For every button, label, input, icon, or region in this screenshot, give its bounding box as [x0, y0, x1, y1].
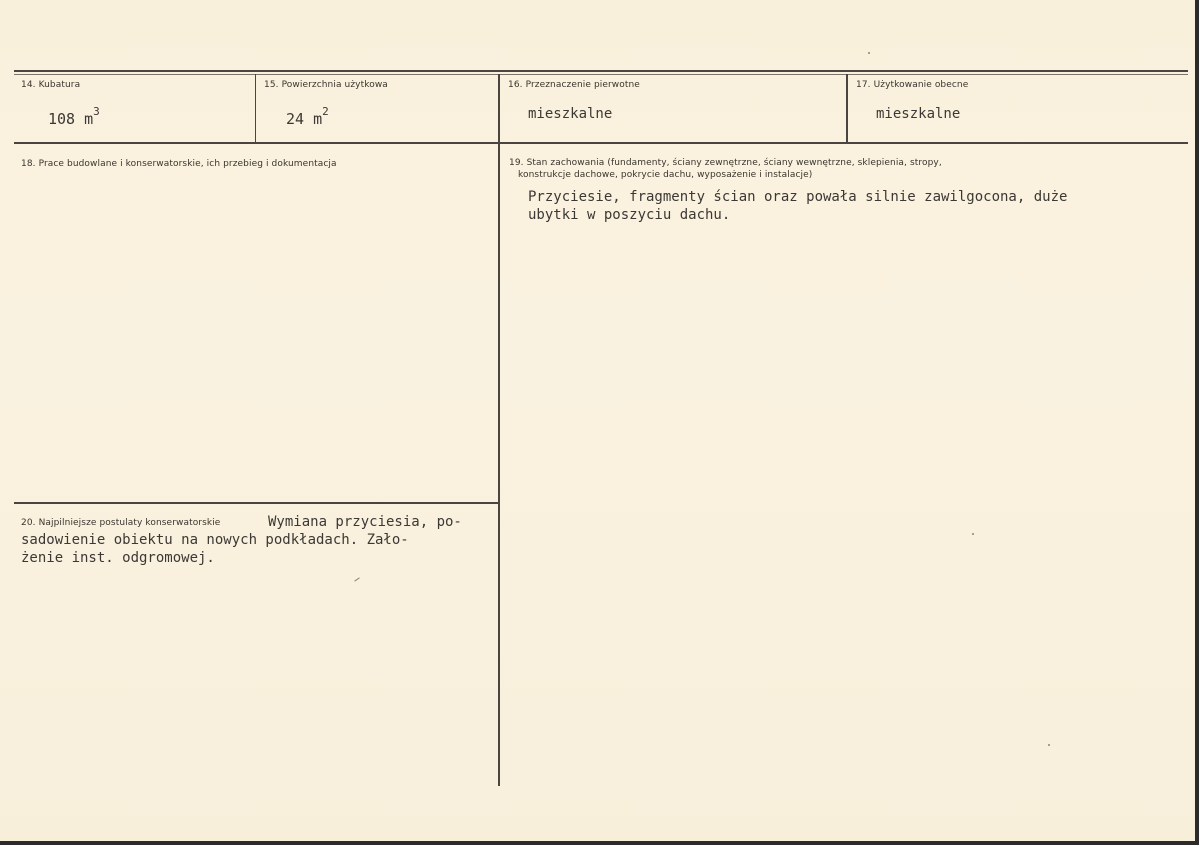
powierzchnia-value: [286, 105, 329, 128]
divider-14-15: [255, 74, 256, 144]
prace-budowlane-label: 18. Prace budowlane i konserwatorskie, ich przebieg i dokumentacja: [21, 159, 337, 169]
divider-15-16: [498, 74, 500, 786]
top-rule: [14, 70, 1188, 72]
row1-bottom-rule: [14, 142, 1188, 144]
top-rule-thin: [14, 74, 1188, 75]
paper-speck: [868, 52, 870, 54]
powierzchnia-label: 15. Powierzchnia użytkowa: [264, 80, 388, 90]
kubatura-unit-exponent: 3: [93, 105, 100, 118]
kubatura-value: [48, 105, 100, 128]
field20-top-rule: [14, 502, 498, 504]
stan-zachowania-text-line2: ubytki w poszyciu dachu.: [528, 207, 731, 223]
uzytkowanie-value: mieszkalne: [876, 106, 961, 122]
divider-16-17: [846, 74, 848, 144]
przeznaczenie-value: mieszkalne: [528, 106, 613, 122]
card-edge-right: [1195, 0, 1199, 845]
kubatura-number: 108 m: [48, 110, 94, 128]
paper-speck: [972, 533, 974, 535]
stan-zachowania-label-cont: konstrukcje dachowe, pokrycie dachu, wyposażenie i instalacje): [518, 170, 813, 180]
postulaty-label: 20. Najpilniejsze postulaty konserwatorskie: [21, 518, 221, 528]
kubatura-label: 14. Kubatura: [21, 80, 81, 90]
postulaty-text-line3: żenie inst. odgromowej.: [21, 550, 215, 566]
card-edge-bottom: [0, 841, 1199, 845]
postulaty-text-line1: Wymiana przyciesia, po-: [268, 514, 462, 530]
stan-zachowania-text-line1: Przyciesie, fragmenty ścian oraz powała silnie zawilgocona, duże: [528, 189, 1068, 205]
paper-speck: [1048, 744, 1050, 746]
powierzchnia-number: 24 m: [286, 110, 323, 128]
przeznaczenie-label: 16. Przeznaczenie pierwotne: [508, 80, 640, 90]
stan-zachowania-label: 19. Stan zachowania (fundamenty, ściany zewnętrzne, ściany wewnętrzne, sklepienia, stropy,: [509, 158, 942, 168]
postulaty-text-line2: sadowienie obiektu na nowych podkładach. Zało-: [21, 532, 409, 548]
powierzchnia-unit-exponent: 2: [322, 105, 329, 118]
paper-speck: [354, 577, 359, 581]
uzytkowanie-label: 17. Użytkowanie obecne: [856, 80, 969, 90]
